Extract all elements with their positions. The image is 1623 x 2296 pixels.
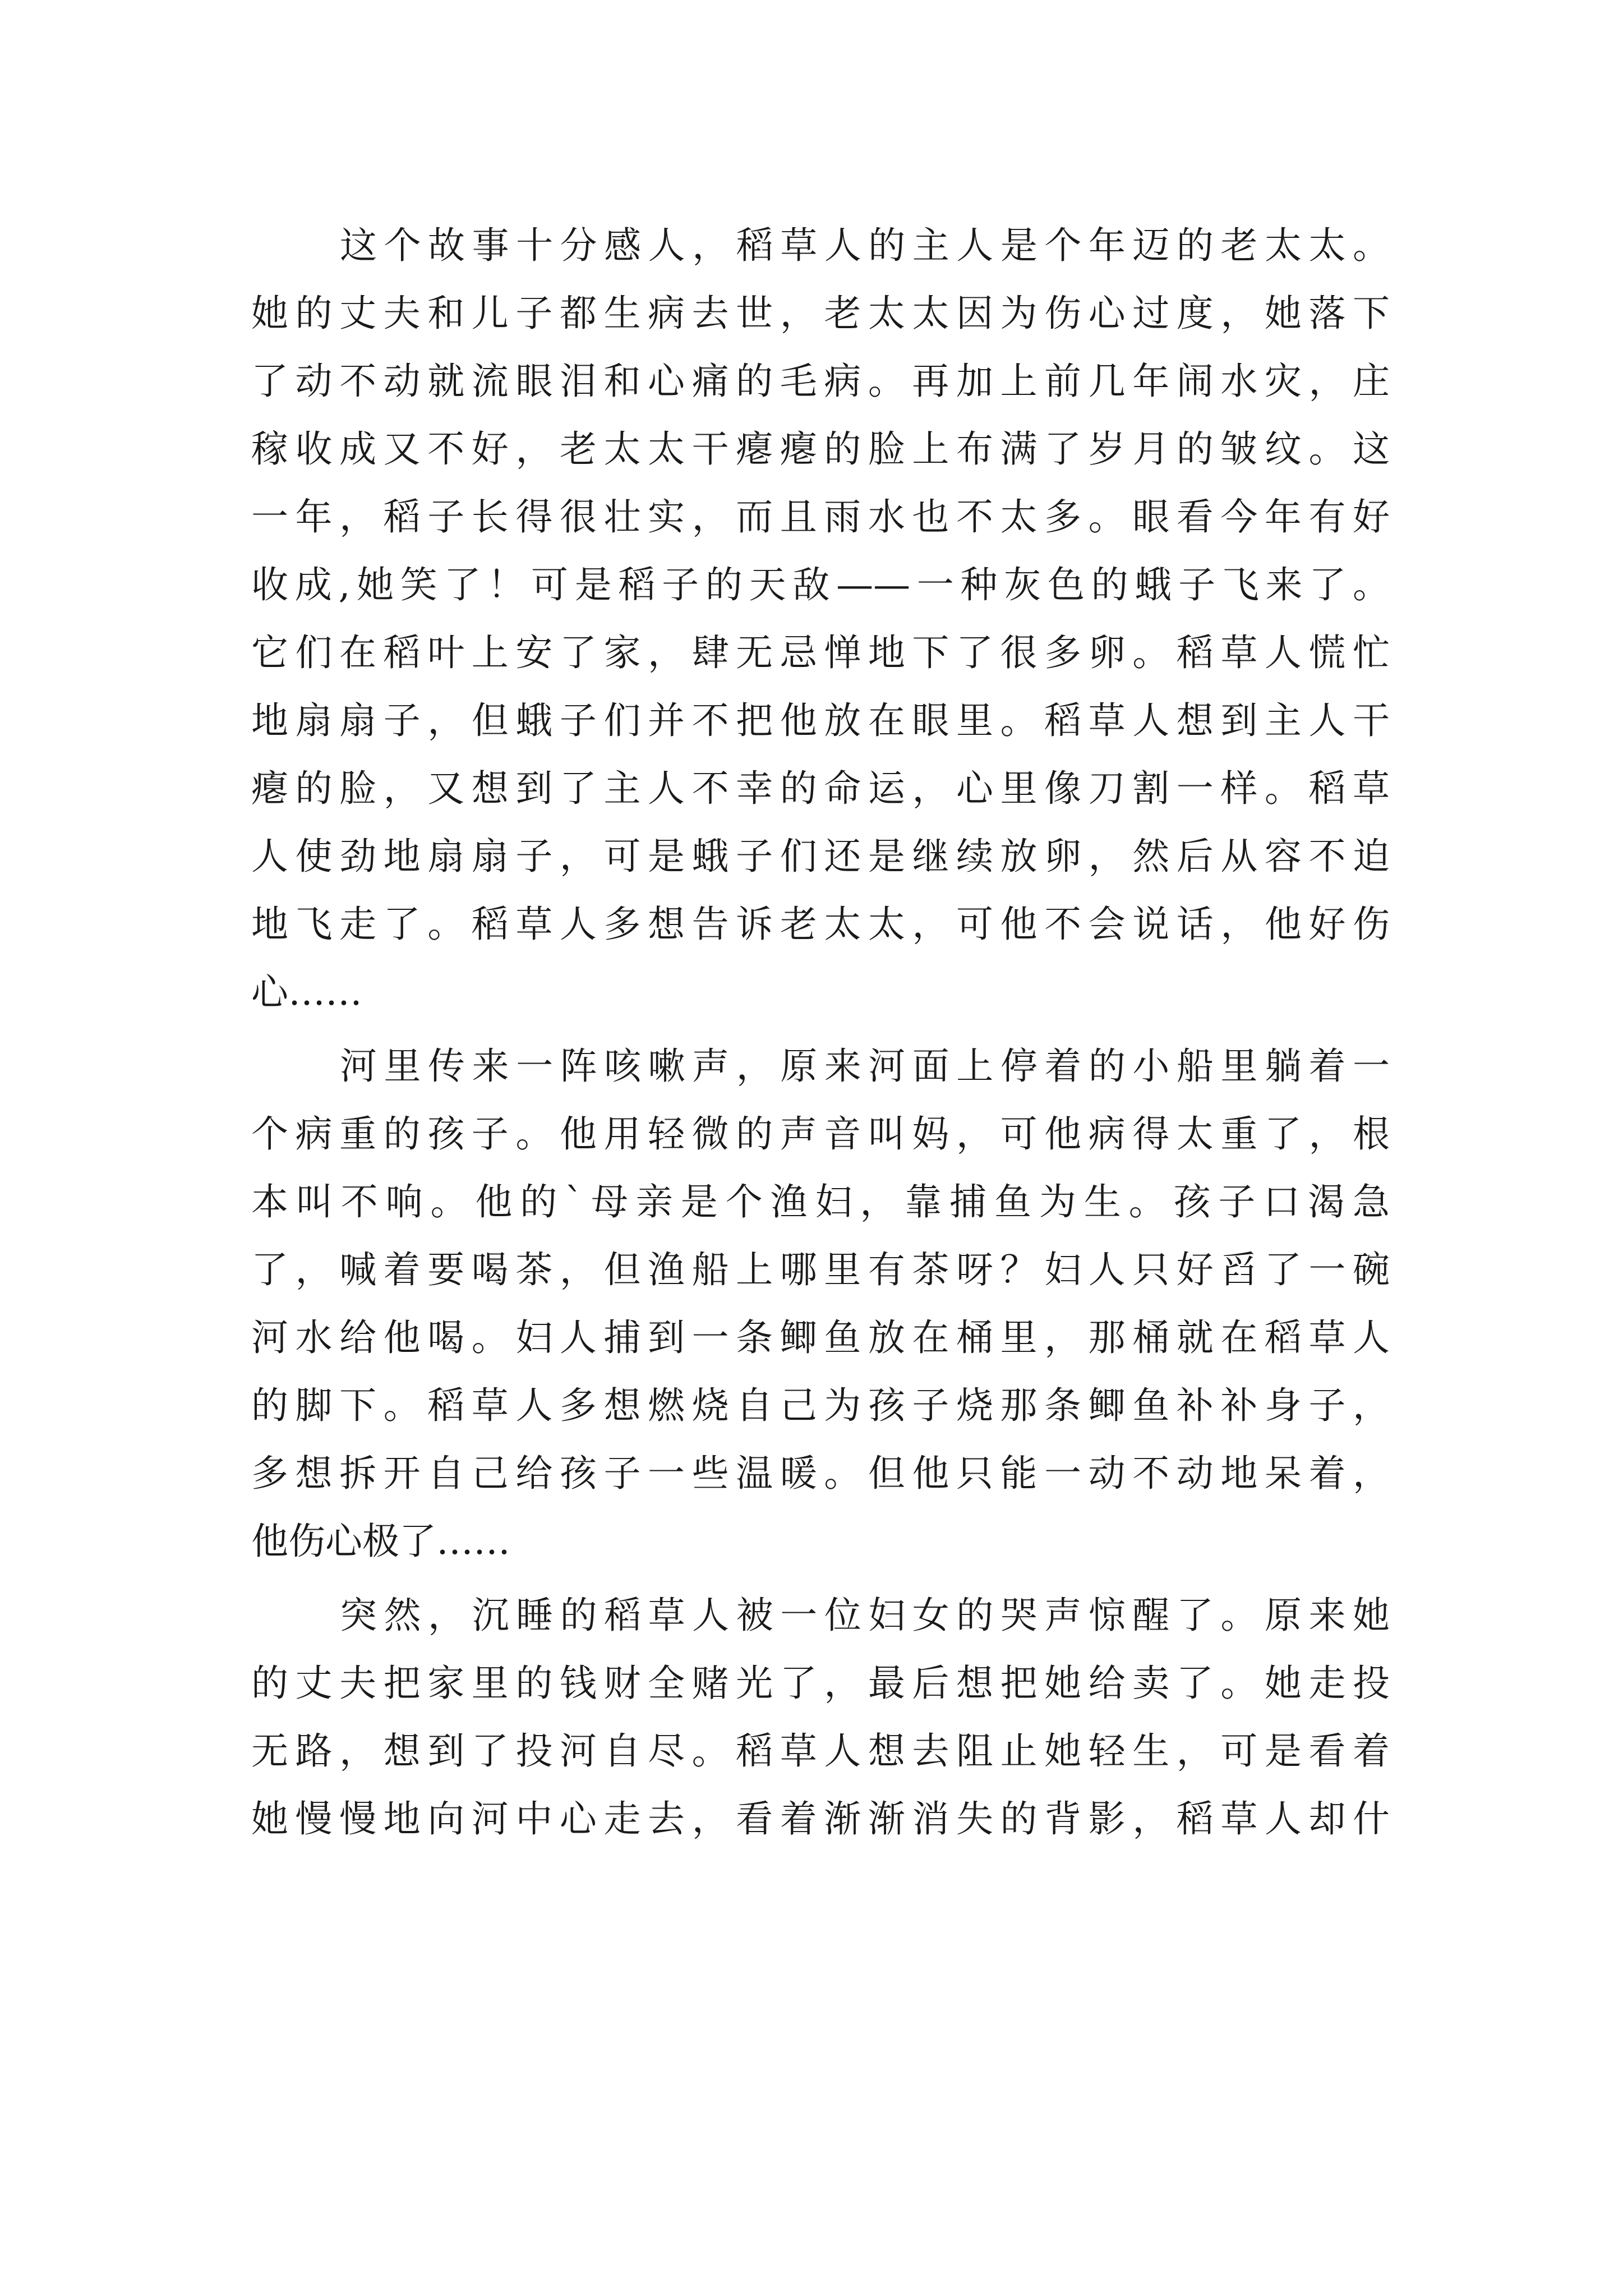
paragraph-3 [251,1581,1390,1853]
text-line: 这个故事十分感人，稻草人的主人是个年迈的老太太。 [340,224,1390,267]
text-line: 她的丈夫和儿子都生病去世，老太太因为伤心过度，她落下 [251,292,1390,335]
text-line: 它们在稻叶上安了家，肆无忌惮地下了很多卵。稻草人慌忙 [251,631,1390,674]
text-line: 无路，想到了投河自尽。稻草人想去阻止她轻生，可是看着 [251,1729,1390,1773]
text-line: 收成,她笑了！可是稻子的天敌——一种灰色的蛾子飞来了。 [251,563,1390,606]
text-line: 心…… [251,970,362,1014]
text-line: 他伤心极了…… [251,1520,510,1563]
paragraph-1 [251,211,1390,1026]
text-line: 地飞走了。稻草人多想告诉老太太，可他不会说话，他好伤 [251,903,1390,946]
text-line: 的丈夫把家里的钱财全赌光了，最后想把她给卖了。她走投 [251,1662,1390,1705]
text-line: 稼收成又不好，老太太干瘪瘪的脸上布满了岁月的皱纹。这 [251,427,1390,471]
text-line: 了动不动就流眼泪和心痛的毛病。再加上前几年闹水灾，庄 [251,360,1390,403]
text-line: 个病重的孩子。他用轻微的声音叫妈，可他病得太重了，根 [251,1112,1390,1156]
text-line: 瘪的脸，又想到了主人不幸的命运，心里像刀割一样。稻草 [251,767,1390,810]
text-line: 一年，稻子长得很壮实，而且雨水也不太多。眼看今年有好 [251,495,1390,539]
text-line: 河里传来一阵咳嗽声，原来河面上停着的小船里躺着一 [340,1045,1390,1088]
text-line: 本叫不响。他的`母亲是个渔妇，靠捕鱼为生。孩子口渴急 [251,1180,1390,1223]
text-line: 人使劲地扇扇子，可是蛾子们还是继续放卵，然后从容不迫 [251,835,1390,878]
text-line: 突然，沉睡的稻草人被一位妇女的哭声惊醒了。原来她 [340,1594,1390,1637]
text-line: 地扇扇子，但蛾子们并不把他放在眼里。稻草人想到主人干 [251,699,1390,742]
body-text [251,211,1390,1853]
paragraph-2 [251,1032,1390,1575]
text-line: 的脚下。稻草人多想燃烧自己为孩子烧那条鲫鱼补补身子， [251,1384,1390,1427]
text-line: 河水给他喝。妇人捕到一条鲫鱼放在桶里，那桶就在稻草人 [251,1316,1390,1359]
text-line: 多想拆开自己给孩子一些温暖。但他只能一动不动地呆着， [251,1452,1390,1495]
text-line: 了，喊着要喝茶，但渔船上哪里有茶呀？妇人只好舀了一碗 [251,1248,1390,1291]
text-line: 她慢慢地向河中心走去，看着渐渐消失的背影，稻草人却什 [251,1797,1390,1841]
